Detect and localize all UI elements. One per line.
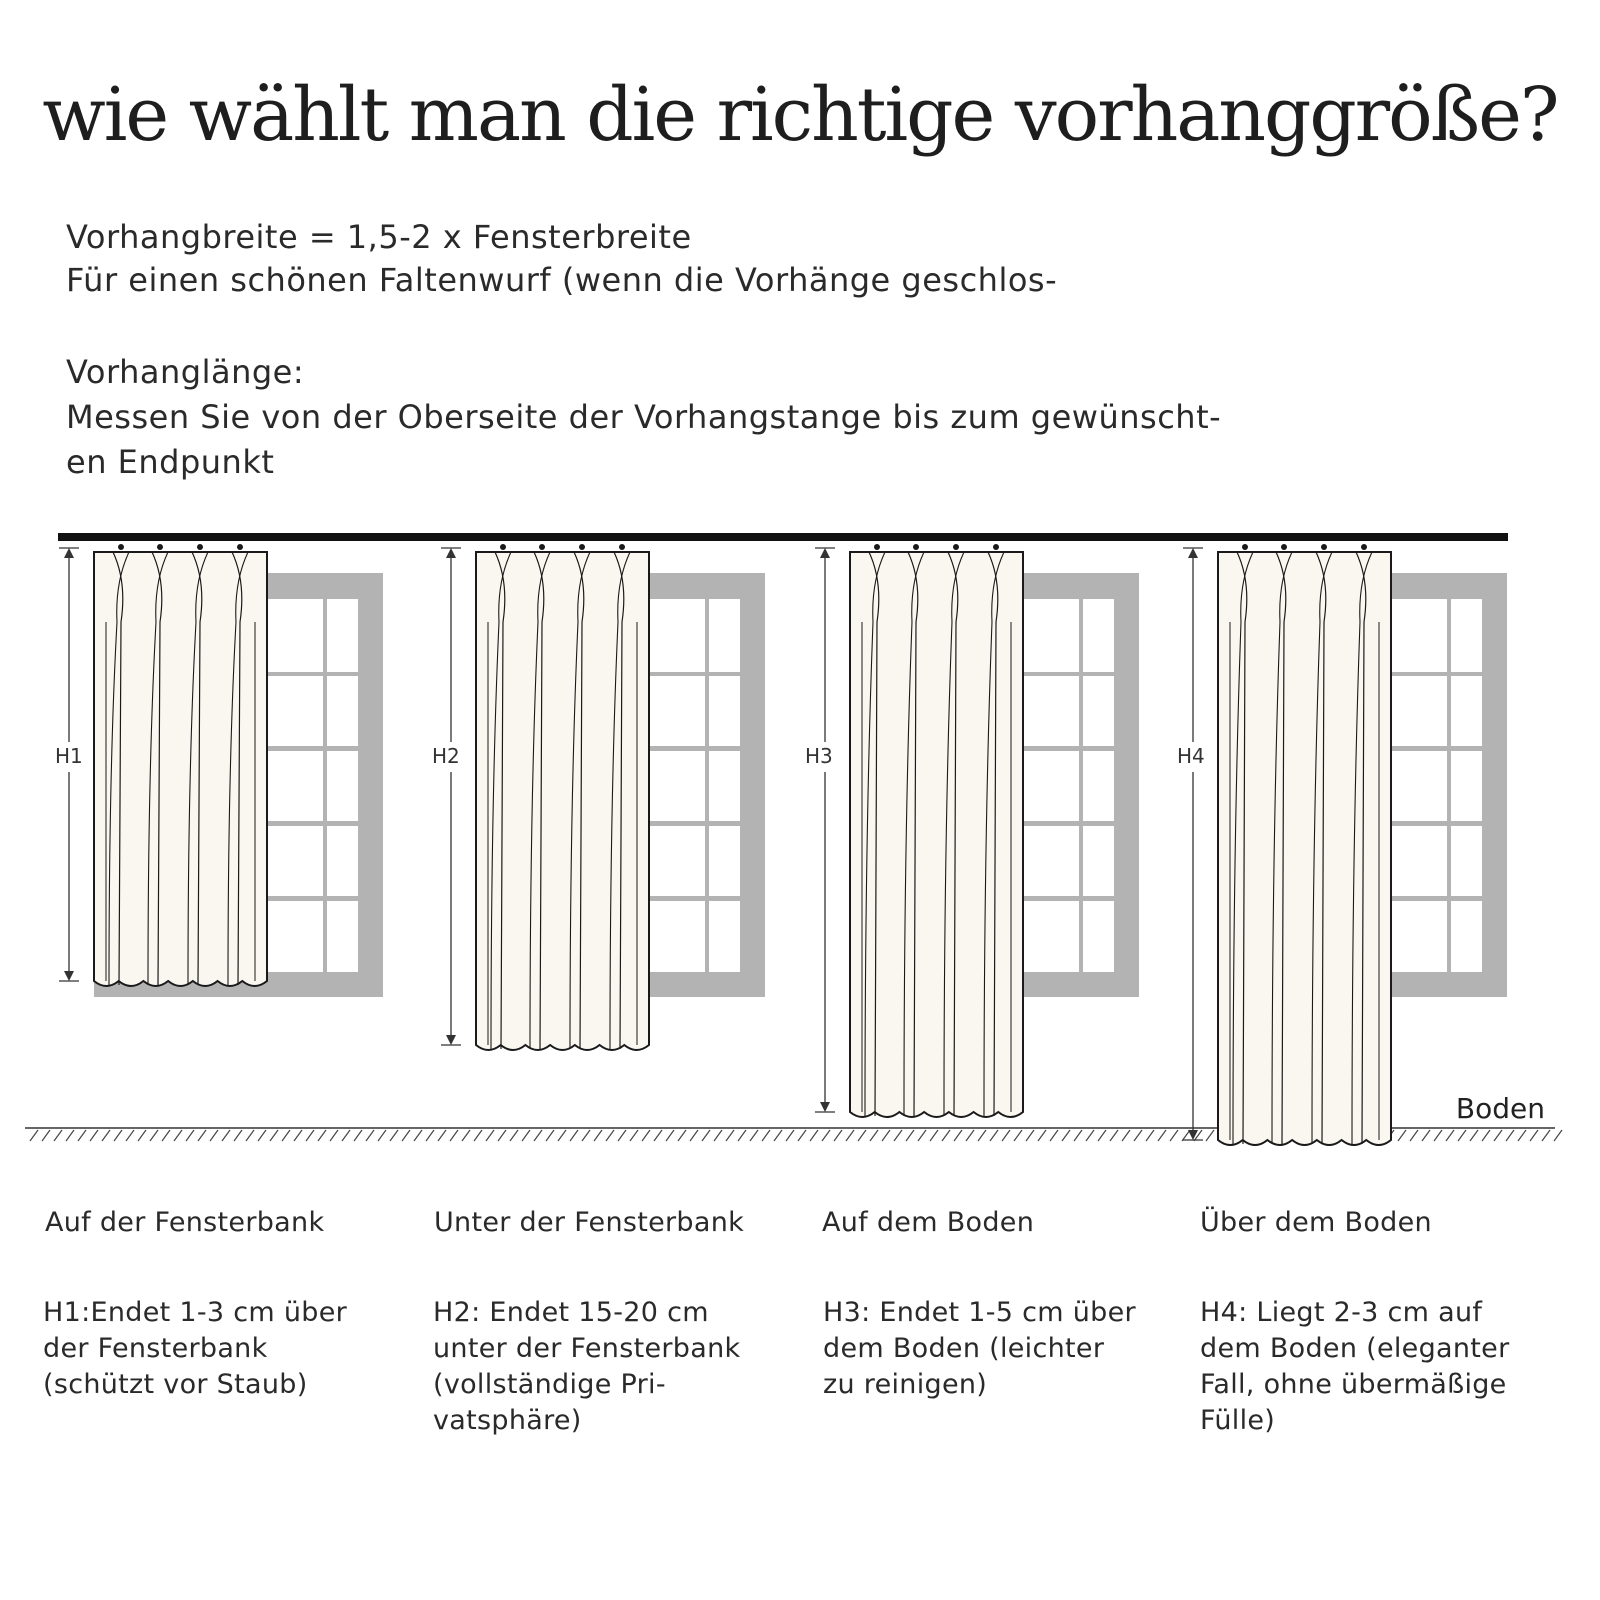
window-pane [1388, 599, 1447, 672]
hatch-mark [642, 1130, 650, 1141]
hatch-mark [1098, 1130, 1106, 1141]
window-pane [709, 826, 740, 896]
hatch-mark [330, 1130, 338, 1141]
hatch-mark [342, 1130, 350, 1141]
curtain-rod [58, 533, 1508, 541]
dimension-arrowhead [446, 1035, 456, 1045]
window-pane [1451, 599, 1482, 672]
hatch-mark [186, 1130, 194, 1141]
hatch-mark [966, 1130, 974, 1141]
caption-below-sill: Unter der Fensterbank [434, 1207, 745, 1238]
hatch-mark [810, 1130, 818, 1141]
curtain-hook [993, 544, 999, 550]
window-pane [1451, 676, 1482, 746]
hatch-mark [462, 1130, 470, 1141]
window-pane [327, 599, 358, 672]
window-pane [1388, 901, 1447, 972]
hatch-mark [1014, 1130, 1022, 1141]
description-line: Fall, ohne übermäßige [1200, 1369, 1507, 1400]
hatch-mark [750, 1130, 758, 1141]
hatch-mark [498, 1130, 506, 1141]
hatch-mark [870, 1130, 878, 1141]
window-pane [1388, 826, 1447, 896]
caption-sill: Auf der Fensterbank [45, 1207, 325, 1238]
window-pane [646, 599, 705, 672]
window-pane [327, 751, 358, 821]
hatch-mark [822, 1130, 830, 1141]
hatch-mark [834, 1130, 842, 1141]
hatch-mark [906, 1130, 914, 1141]
window-pane [1083, 676, 1114, 746]
height-marker-h3: H3 [805, 744, 833, 768]
dimension-arrowhead [64, 548, 74, 558]
hatch-mark [726, 1130, 734, 1141]
window-pane [1020, 826, 1079, 896]
window-pane [709, 751, 740, 821]
hatch-mark [1206, 1130, 1214, 1141]
hatch-mark [1074, 1130, 1082, 1141]
hatch-mark [1518, 1130, 1526, 1141]
hatch-mark [1494, 1130, 1502, 1141]
curtain-hook [1281, 544, 1287, 550]
hatch-mark [990, 1130, 998, 1141]
hatch-mark [78, 1130, 86, 1141]
window-pane [1451, 901, 1482, 972]
description-line: der Fensterbank [43, 1333, 268, 1364]
hatch-mark [1170, 1130, 1178, 1141]
height-marker-h4: H4 [1177, 744, 1205, 768]
curtain-hook [539, 544, 545, 550]
hatch-mark [402, 1130, 410, 1141]
description-on-floor [1200, 1295, 1509, 1439]
hatch-mark [858, 1130, 866, 1141]
window-pane [1083, 599, 1114, 672]
description-line: dem Boden (eleganter [1200, 1333, 1510, 1364]
hatch-mark [594, 1130, 602, 1141]
hatch-mark [654, 1130, 662, 1141]
hatch-mark [114, 1130, 122, 1141]
length-rule-heading: Vorhanglänge: [66, 353, 305, 391]
hatch-mark [1542, 1130, 1550, 1141]
hatch-mark [1530, 1130, 1538, 1141]
hatch-mark [234, 1130, 242, 1141]
hatch-mark [258, 1130, 266, 1141]
hatch-mark [534, 1130, 542, 1141]
description-line: H2: Endet 15-20 cm [433, 1297, 709, 1328]
caption-floor: Auf dem Boden [822, 1207, 1035, 1238]
hatch-mark [606, 1130, 614, 1141]
curtain-hook [913, 544, 919, 550]
hatch-mark [474, 1130, 482, 1141]
hatch-mark [1422, 1130, 1430, 1141]
curtain-hook [1242, 544, 1248, 550]
curtain-hook [197, 544, 203, 550]
hatch-mark [918, 1130, 926, 1141]
hatch-mark [690, 1130, 698, 1141]
hatch-mark [102, 1130, 110, 1141]
hatch-mark [570, 1130, 578, 1141]
curtain-hook [953, 544, 959, 550]
hatch-mark [1446, 1130, 1454, 1141]
hatch-mark [666, 1130, 674, 1141]
window-pane [327, 676, 358, 746]
window-pane [646, 751, 705, 821]
window-pane [1083, 751, 1114, 821]
hatch-mark [414, 1130, 422, 1141]
hatch-mark [366, 1130, 374, 1141]
length-rule-line-1: Messen Sie von der Oberseite der Vorhangstange bis zum gewünscht- [66, 398, 1222, 436]
description-sill [43, 1295, 347, 1403]
dimension-arrowhead [64, 971, 74, 981]
hatch-mark [42, 1130, 50, 1141]
hatch-mark [738, 1130, 746, 1141]
hatch-mark [1002, 1130, 1010, 1141]
window-pane [646, 901, 705, 972]
window-pane [327, 901, 358, 972]
hatch-mark [426, 1130, 434, 1141]
hatch-mark [174, 1130, 182, 1141]
hatch-mark [378, 1130, 386, 1141]
hatch-mark [1110, 1130, 1118, 1141]
window-pane [1020, 599, 1079, 672]
window-pane [264, 901, 323, 972]
curtain-hook [118, 544, 124, 550]
window-pane [1020, 751, 1079, 821]
hatch-mark [1146, 1130, 1154, 1141]
hatch-mark [786, 1130, 794, 1141]
width-rule-line-2: Für einen schönen Faltenwurf (wenn die Vorhänge geschlos- [66, 261, 1058, 299]
hatch-mark [702, 1130, 710, 1141]
hatch-mark [894, 1130, 902, 1141]
dimension-arrowhead [820, 1102, 830, 1112]
curtain-hook [619, 544, 625, 550]
curtain-hook [237, 544, 243, 550]
hatch-mark [30, 1130, 38, 1141]
window-pane [1451, 826, 1482, 896]
hatch-mark [774, 1130, 782, 1141]
curtain-hook [1321, 544, 1327, 550]
hatch-mark [582, 1130, 590, 1141]
hatch-mark [354, 1130, 362, 1141]
hatch-mark [762, 1130, 770, 1141]
description-line: zu reinigen) [823, 1369, 988, 1400]
height-marker-h1: H1 [55, 744, 83, 768]
height-marker-h2: H2 [432, 744, 460, 768]
hatch-mark [1410, 1130, 1418, 1141]
window-pane [1020, 901, 1079, 972]
hatch-mark [318, 1130, 326, 1141]
hatch-mark [1482, 1130, 1490, 1141]
window-pane [1083, 826, 1114, 896]
window-pane [646, 676, 705, 746]
hatch-mark [306, 1130, 314, 1141]
window-pane [1083, 901, 1114, 972]
curtain-hook [874, 544, 880, 550]
window-pane [1020, 676, 1079, 746]
window-pane [1388, 676, 1447, 746]
hatch-mark [90, 1130, 98, 1141]
window-pane [264, 826, 323, 896]
hatch-mark [126, 1130, 134, 1141]
dimension-arrowhead [820, 548, 830, 558]
hatch-mark [210, 1130, 218, 1141]
window-pane [1388, 751, 1447, 821]
hatch-mark [1134, 1130, 1142, 1141]
hatch-mark [954, 1130, 962, 1141]
hatch-mark [222, 1130, 230, 1141]
hatch-mark [1050, 1130, 1058, 1141]
hatch-mark [630, 1130, 638, 1141]
window-pane [709, 901, 740, 972]
window-pane [1451, 751, 1482, 821]
hatch-mark [390, 1130, 398, 1141]
hatch-mark [450, 1130, 458, 1141]
window-pane [264, 676, 323, 746]
hatch-mark [618, 1130, 626, 1141]
hatch-mark [282, 1130, 290, 1141]
description-line: H4: Liegt 2-3 cm auf [1200, 1297, 1483, 1328]
hatch-mark [1158, 1130, 1166, 1141]
curtain-hook [157, 544, 163, 550]
hatch-mark [510, 1130, 518, 1141]
hatch-mark [978, 1130, 986, 1141]
description-line: H1:Endet 1-3 cm über [43, 1297, 348, 1328]
hatch-mark [1470, 1130, 1478, 1141]
hatch-mark [1506, 1130, 1514, 1141]
hatch-mark [1038, 1130, 1046, 1141]
hatch-mark [1122, 1130, 1130, 1141]
window-pane [264, 599, 323, 672]
hatch-mark [1086, 1130, 1094, 1141]
hatch-mark [714, 1130, 722, 1141]
option-on-floor [1177, 544, 1507, 1145]
hatch-mark [1554, 1130, 1562, 1141]
description-line: Fülle) [1200, 1405, 1276, 1436]
option-sill [55, 544, 383, 997]
option-floor [805, 544, 1139, 1117]
caption-on-floor: Über dem Boden [1200, 1207, 1432, 1238]
hatch-mark [798, 1130, 806, 1141]
description-line: (vollständige Pri- [433, 1369, 666, 1400]
length-rule-line-2: en Endpunkt [66, 443, 275, 481]
window-pane [709, 599, 740, 672]
hatch-mark [138, 1130, 146, 1141]
hatch-mark [1398, 1130, 1406, 1141]
option-below-sill [432, 544, 765, 1050]
window-pane [264, 751, 323, 821]
hatch-mark [198, 1130, 206, 1141]
hatch-mark [942, 1130, 950, 1141]
curtain-hook [579, 544, 585, 550]
description-below-sill [433, 1295, 740, 1439]
hatch-mark [486, 1130, 494, 1141]
hatch-mark [546, 1130, 554, 1141]
floor-label: Boden [1455, 1092, 1545, 1125]
dimension-arrowhead [446, 548, 456, 558]
hatch-mark [1062, 1130, 1070, 1141]
hatch-mark [1434, 1130, 1442, 1141]
hatch-mark [522, 1130, 530, 1141]
description-line: unter der Fensterbank [433, 1333, 741, 1364]
hatch-mark [246, 1130, 254, 1141]
description-line: vatsphäre) [433, 1405, 582, 1436]
hatch-mark [558, 1130, 566, 1141]
hatch-mark [882, 1130, 890, 1141]
hatch-mark [1458, 1130, 1466, 1141]
description-line: (schützt vor Staub) [43, 1369, 308, 1400]
description-line: H3: Endet 1-5 cm über [823, 1297, 1136, 1328]
hatch-mark [678, 1130, 686, 1141]
window-pane [646, 826, 705, 896]
dimension-arrowhead [1188, 548, 1198, 558]
hatch-mark [930, 1130, 938, 1141]
hatch-mark [66, 1130, 74, 1141]
window-pane [327, 826, 358, 896]
hatch-mark [846, 1130, 854, 1141]
hatch-mark [294, 1130, 302, 1141]
page-title: wie wählt man die richtige vorhanggröße? [42, 72, 1558, 158]
hatch-mark [1026, 1130, 1034, 1141]
hatch-mark [270, 1130, 278, 1141]
width-rule-line-1: Vorhangbreite = 1,5-2 x Fensterbreite [66, 218, 692, 256]
curtain-hook [1361, 544, 1367, 550]
hatch-mark [438, 1130, 446, 1141]
hatch-mark [162, 1130, 170, 1141]
hatch-mark [150, 1130, 158, 1141]
curtain-hook [500, 544, 506, 550]
description-floor [823, 1295, 1136, 1403]
window-pane [709, 676, 740, 746]
hatch-mark [54, 1130, 62, 1141]
description-line: dem Boden (leichter [823, 1333, 1105, 1364]
